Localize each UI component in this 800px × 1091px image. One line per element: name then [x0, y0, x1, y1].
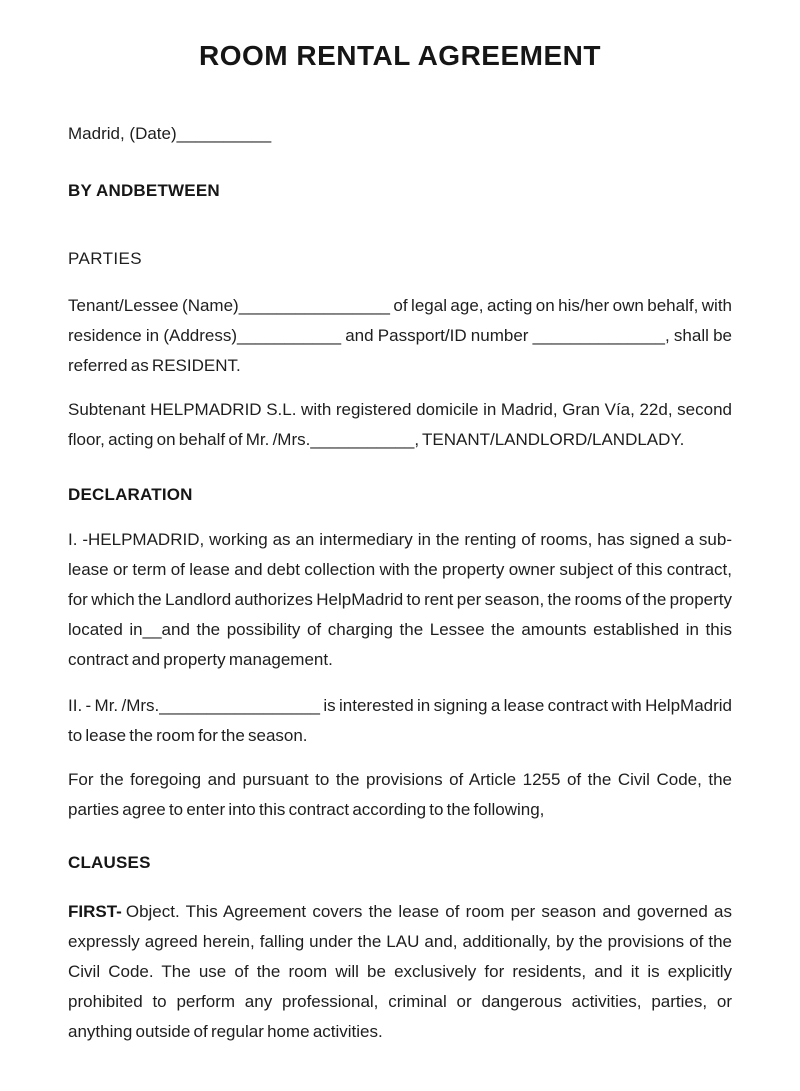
paragraph-declaration-2: II. - Mr. /Mrs._________________ is interested in signing a lease contract with HelpMadrid to lease the room for the season. — [68, 696, 732, 745]
paragraph-declaration-1: I. -HELPMADRID, working as an intermediary in the renting of rooms, has signed a sub-lease or term of lease and debt collection with the property owner subject of this contract, for which the Landlord authorizes HelpMadrid to rent per season, the rooms of the property located in__and the possibility of charging the Lessee the amounts established in this contract and property management. — [68, 530, 732, 669]
heading-declaration: DECLARATION — [68, 485, 193, 504]
clause-first-text: Object. This Agreement covers the lease of room per season and governed as expressly agreed herein, falling under the LAU and, additionally, by the provisions of the Civil Code. The use of the room will be exclusively for residents, and it is explicitly prohibited to perform any professional, criminal or dangerous activities, parties, or anything outside of regular home activities. — [68, 902, 732, 1041]
document-title: ROOM RENTAL AGREEMENT — [199, 40, 601, 71]
paragraph-tenant-lessee: Tenant/Lessee (Name)________________ of legal age, acting on his/her own behalf, with residence in (Address)___________ and Passport/ID number ______________, shall be referred as RESIDENT. — [68, 296, 732, 375]
paragraph-foregoing: For the foregoing and pursuant to the provisions of Article 1255 of the Civil Code, the parties agree to enter into this contract according to the following, — [68, 770, 732, 819]
paragraph-clause-first — [68, 897, 732, 1047]
clause-first-label: FIRST- — [68, 902, 122, 921]
paragraph-subtenant: Subtenant HELPMADRID S.L. with registered domicile in Madrid, Gran Vía, 22d, second floor, acting on behalf of Mr. /Mrs.___________, TENANT/LANDLORD/LANDLADY. — [68, 400, 732, 449]
heading-clauses: CLAUSES — [68, 853, 151, 872]
date-line: Madrid, (Date)__________ — [68, 124, 272, 143]
heading-by-and-between: BY ANDBETWEEN — [68, 181, 220, 200]
heading-parties: PARTIES — [68, 249, 142, 268]
